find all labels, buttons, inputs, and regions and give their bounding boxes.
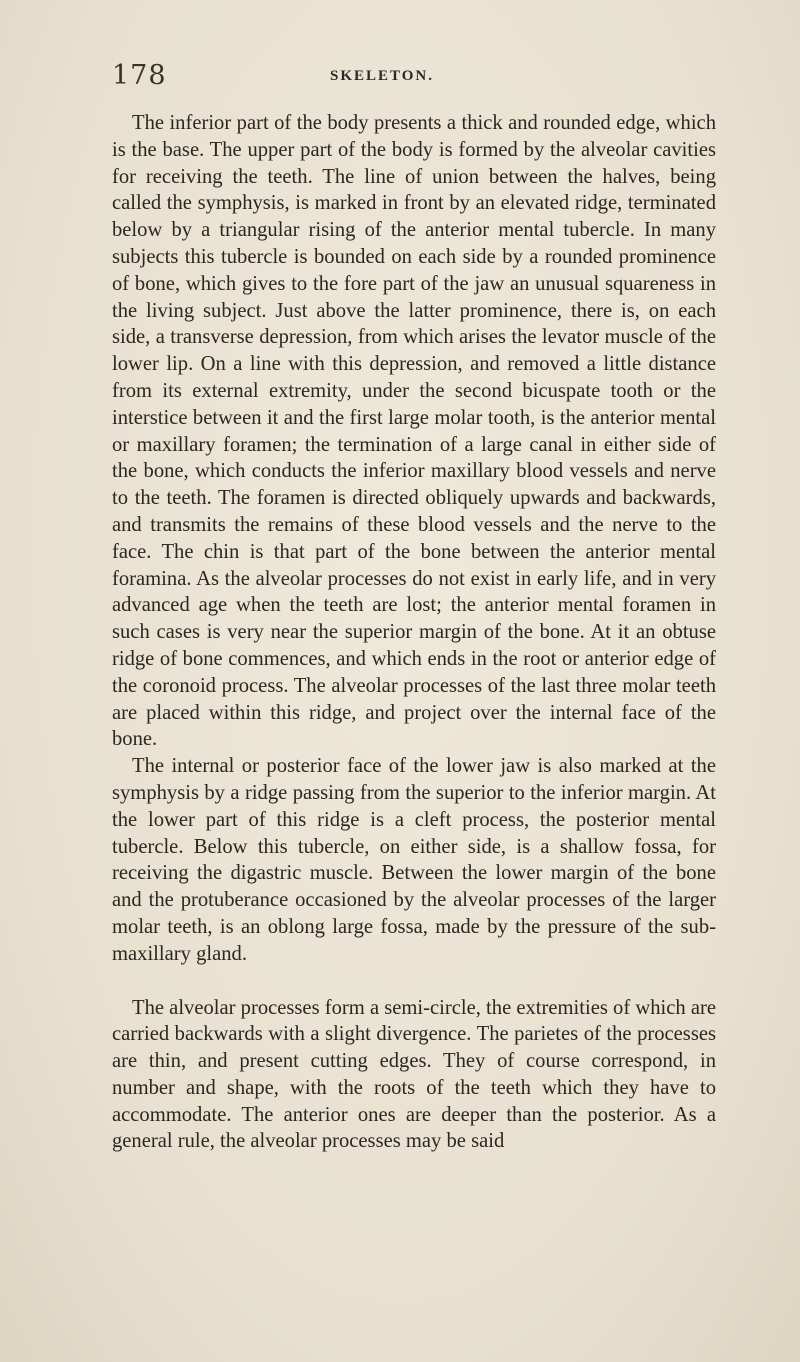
paragraph-internal-face: The internal or posterior face of the lower jaw is also marked at the symphysis by a ridge passing from the superior to the inferior margin. At the lower part of this ridge is a cleft process, the posterior mental tubercle. Below this tubercle, on either side, is a shallow fossa, for receiving the digastric muscle. Between the lower margin of the bone and the protuberance occasioned by the alveolar processes of the larger molar teeth, is an oblong large fossa, made by the pressure of the sub-maxillary gland. bbox=[112, 755, 716, 965]
page-header bbox=[112, 60, 715, 100]
paragraph-alveolar-processes: The alveolar processes form a semi-circle, the extremities of which are carried backwards with a slight divergence. The parietes of the processes are thin, and present cutting edges. They of course correspond, in number and shape, with the roots of the teeth which they have to accommodate. The anterior ones are deeper than the posterior. As a general rule, the alveolar processes may be said bbox=[112, 996, 716, 1153]
paragraph-external-face: The inferior part of the body presents a thick and rounded edge, which is the base. The upper part of the body is formed by the alveolar cavities for receiving the teeth. The line of union between the halves, being called the symphysis, is marked in front by an elevated ridge, terminated below by a triangular rising of the anterior mental tubercle. In many subjects this tubercle is bounded on each side by a rounded prominence of bone, which gives to the fore part of the jaw an unusual squareness in the living subject. Just above the latter prominence, there is, on each side, a transverse depression, from which arises the levator muscle of the lower lip. On a line with this depression, and removed a little distance from its external extremity, under the second bicuspate tooth or the interstice between it and the first large molar tooth, is the anterior mental or maxillary foramen; the termination of a large canal in either side of the bone, which conducts the inferior maxillary blood vessels and nerve to the teeth. The foramen is directed obliquely upwards and backwards, and transmits the remains of these blood vessels and the nerve to the face. The chin is that part of the bone between the anterior mental foramina. As the alveolar processes do not exist in early life, and in very advanced age when the teeth are lost; the anterior mental foramen in such cases is very near the superior margin of the bone. At it an obtuse ridge of bone commences, and which ends in the root or anterior edge of the coronoid process. The alveolar processes of the last three molar teeth are placed within this ridge, and project over the internal face of the bone. bbox=[112, 112, 716, 751]
page-number: 178 bbox=[112, 60, 167, 91]
body-text bbox=[112, 110, 716, 1155]
running-head: SKELETON. bbox=[330, 68, 435, 84]
